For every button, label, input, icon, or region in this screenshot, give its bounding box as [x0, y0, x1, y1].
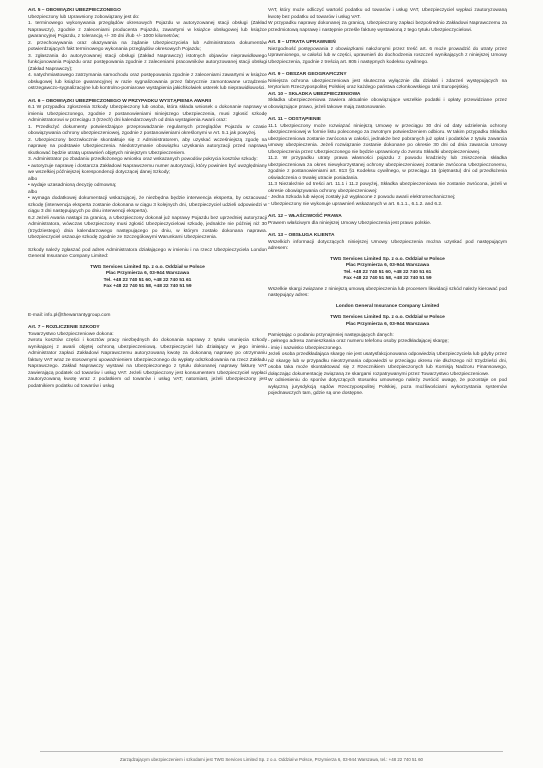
customer-service-address — [268, 257, 507, 283]
section-title-art12: Art. 12 – WŁAŚCIWOŚĆ PRAWA — [268, 214, 342, 219]
paragraph: • autoryzuje naprawę i dostarcza Zakładowi Naprawczemu numer autoryzacji, który powinien być uwzględniany we wszelkiej późniejszej korespondencji dotyczącej danej Szkody; — [28, 163, 267, 175]
paragraph: 2. przechowywania oraz okazywania na żądanie Ubezpieczyciela lub Administratora dokumentów potwierdzających fakt terminowego wykonania przeglądów okresowych Pojazdu; — [28, 40, 267, 52]
section-title-art7: Art. 7 – ROZLICZENIE SZKODY — [28, 325, 100, 331]
contact-email: E-mail: info.pl@thewarrantygroup.com — [28, 312, 111, 318]
address-line: Plac Przymierza 6, 03-944 Warszawa — [345, 263, 430, 269]
paragraph: • wymaga dodatkowej dokumentacji wskazującej, że niezbędna będzie interwencja eksperta, by oszacować szkodę (interwencja eksperta zostanie dokonana w ciągu 3 kolejnych dni, Ubezpieczyciel udzieli odpowiedzi w ciągu 3 dni następujących po dniu interwencji eksperta). — [28, 196, 267, 214]
address-phone: Tel. +48 22 740 51 60, +48 22 740 51 61 — [343, 269, 432, 275]
footer-divider — [40, 751, 503, 752]
complaints-address — [268, 304, 507, 329]
paragraph: Wszelkich informacji dotyczących niniejszej Umowy Ubezpieczenia można uzyskać pod następującym adresem: — [268, 239, 507, 251]
section-title-art5: Art. 5 – OBOWIĄZKI UBEZPIECZONEGO — [28, 8, 121, 13]
paragraph: 11.2. W przypadku utraty prawa własności pojazdu z powodu kradzieży lub zniszczenia składka ubezpieczeniowa za okres niewykorzystanej ochrony ubezpieczeniowej zostanie zwrócona Ubezpieczonemu, zgodnie z postanowieniami art. 813 §1 Kodeksu cywilnego, w przeciągu 15 (piętnastu) dni od przedłożenia oświadczenia o trwałej utracie posiadania. — [268, 156, 507, 181]
paragraph: - Ubezpieczony nie wykonuje uprawnień wskazanych w art. 6.1.1., 6.1.2. and 6.2. — [268, 201, 443, 207]
paragraph: - pełnego adresu zamieszkania oraz numeru telefonu osoby przedkładającej skargę; — [268, 339, 449, 345]
address-line: Plac Przymierza 6, 03-944 Warszawa — [105, 271, 190, 277]
page-footer: Zarządzającym ubezpieczeniem i szkodami jest TWG Services Limited Sp. z o.o. Oddział w Polsce, Przymierza 6, 03-944 Warszawa, tel.: +48 22 740 51 60 — [120, 757, 423, 762]
paragraph: • wydaje uzasadnioną decyzję odmowną; — [28, 183, 117, 188]
paragraph: W przypadku naprawy dokonanej za granicą, Ubezpieczony zapłaci bezpośrednio Zakładowi Naprawczemu za przedmiotową naprawę i następnie prześle fakturę wystawioną z tego tytułu Ubezpieczycielowi. — [268, 21, 507, 33]
left-column — [28, 8, 267, 390]
paragraph: Szkody należy zgłaszać pod adres Administratora działającego w imieniu i na rzecz Ubezpieczyciela London General Insurance Company Limited: — [28, 247, 267, 259]
paragraph: Niniejsza ochrona ubezpieczeniowa jest skuteczna wyłącznie dla działań i zdarzeń występujących na terytorium Rzeczypospolitej Polskiej oraz każdego państwa członkowskiego Unii Europejskiej. — [268, 78, 507, 90]
paragraph: albo — [28, 176, 38, 182]
paragraph: 3. zgłaszania do autoryzowanej stacji obsługi (Zakład Naprawczy) istotnych objawów nieprawidłowego funkcjonowania Pojazdu oraz postępowania zgodnie z zaleceniami pracowników autoryzowanej stacji obsługi (Zakład Naprawczy); — [28, 53, 267, 72]
section-title-art10: Art. 10 – SKŁADKA UBEZPIECZENIOWA — [268, 91, 361, 97]
paragraph: 6.2 Jeżeli Awaria nastąpi za granicą, a Ubezpieczony dokonał już naprawy Pojazdu bez uprzedniej autoryzacji Administratora, wówczas Ubezpieczony musi zgłosić Ubezpieczycielowi szkodę, jednakże nie później niż 30 (trzydziestego) dnia kalendarzowego następującego po dniu, w którym zostało dokonana naprawa. Ubezpieczyciel oszacuje szkodę zgodnie ze Szczegółowymi Warunkami Ubezpieczenia. — [28, 215, 267, 240]
section-title-art8: Art. 8 – UTRATA UPRAWNIEŃ — [268, 40, 336, 45]
paragraph: - imię i nazwisko Ubezpieczonego. — [268, 345, 343, 351]
paragraph: Towarzystwo Ubezpieczeniowe dokona: — [28, 331, 114, 337]
section-title-art9: Art. 9 – OBSZAR GEOGRAFICZNY — [268, 72, 347, 77]
paragraph: 1. Przedłożyć dokumenty potwierdzające przeprowadzanie regularnych przeglądów Pojazdu w czasie obowiązywania ochrony ubezpieczeniowej, zgodnie z postanowieniami określonymi w Art. 5.1 jak powyżej. — [28, 124, 267, 136]
address-phone: Tel. +48 22 740 51 60, +48 22 740 51 61 — [103, 277, 192, 283]
paragraph: Ubezpieczony lub Uprawniony zobowiązany jest do: — [28, 14, 140, 20]
paragraph: Niezgodność postępowania z obowiązkami nałożonymi przez treść art. 6 może prowadzić do utraty przez Uprawnionego, w całości lub w części, uprawnień do dochodzenia roszczeń wynikających z niniejszej Umowy Ubezpieczenia, zgodnie z treścią art. 805 i następnych kodeksu cywilnego. — [268, 46, 507, 65]
paragraph: W odniesieniu do sporów dotyczących stosunku umownego należy zwrócić uwagę, że pozostaje on pod wyłączną jurysdykcją sądów Rzeczypospolitej Polskiej, poza możliwościami wykorzystania systemów pojednawczych tam, gdzie są one dostępne. — [268, 378, 507, 397]
paragraph: Wszelkie skargi związane z niniejszą umową ubezpieczenia lub procesem likwidacji szkód należy kierować pod następujący adres: — [268, 286, 507, 299]
claims-address — [28, 265, 267, 291]
paragraph: 11.3 Niezależnie od treści art. 11.1 i 11.2 powyżej, Składka ubezpieczeniowa nie zostanie zwrócona, jeżeli w okresie obowiązywania ochrony ubezpieczeniowej: — [268, 182, 507, 194]
paragraph: 3. Administrator po zbadaniu przedłożonego wniosku oraz wskazanych powodów pokrycia kosztów szkody: — [28, 157, 258, 162]
paragraph: Składka ubezpieczeniowa zawiera aktualnie obowiązujące wszelkie podatki i opłaty przewidziane przez obowiązujące prawo, jeżeli takowe mają zastosowanie. — [268, 98, 507, 110]
paragraph: - Jedna Szkoda lub więcej zostały już wypłacone z powodu awarii elektromechanicznej; — [268, 195, 456, 200]
section-title-art6: Art. 6 – OBOWIĄZKI UBEZPIECZONEGO W PRZYPADKU WYSTĄPIENIA AWARII — [28, 98, 212, 104]
address-fax: Fax +48 22 740 51 58, +48 22 740 51 59 — [103, 284, 192, 290]
paragraph: 2. Ubezpieczony bezzwłocznie skontaktuje się z Administratorem, aby uzyskać wcześniejszą zgodę na naprawę na podstawie Ubezpieczenia. Niedotrzymanie obowiązku uzyskania autoryzacji przed naprawą skutkować będzie utratą uprawnień objętych niniejszym Ubezpieczeniem. — [28, 137, 267, 156]
section-title-art11: Art. 11 – ODSTĄPIENIE — [268, 117, 322, 122]
address-line: TWG Services Limited Sp. z o.o. Oddział w Polsce — [330, 315, 445, 321]
paragraph: 6.1 W przypadku zgłoszenia Szkody Ubezpieczony lub osoba, która składa wniosek o dokonanie naprawy w imieniu Ubezpieczonego, zgodnie z postanowieniami niniejszego Ubezpieczenia, musi zgłosić szkodę Administratorowi w przeciągu 3 (trzech) dni kalendarzowych od dnia wystąpienia Awarii oraz: — [28, 105, 267, 123]
address-line: Plac Przymierza 6, 03-944 Warszawa — [345, 322, 430, 328]
paragraph: Jeżeli osoba przedkładająca skargę nie jest usatysfakcjonowana odpowiedzią Ubezpieczyciela lub gdyby przez niż skargę lub w przypadku nieotrzymania odpowiedzi w przeciągu okresu nie dłuższego niż trzydzieści dni, osoba taka może skontaktować się z Rzecznikiem Ubezpieczonych lub Komisją Nadzoru Finansowego, dołączając dokumentację związaną ze skargami rozpatrywanymi przez Towarzystwo Ubezpieczeniowe. — [268, 352, 507, 377]
paragraph: zwrotu kosztów części i kosztów pracy niezbędnych do dokonania naprawy z tytułu usunięcia szkody wynikającej z awarii objętej ochroną ubezpieczeniową. Ubezpieczyciel lub działający w jego imieniu Administrator zapłaci Zakładowi Naprawczemu autoryzowaną kwotę za dokonaną naprawę po otrzymaniu faktury VAT wraz ze stosownymi upoważnieniem Ubezpieczonego do wypłaty odszkodowania na rzecz Zakładu Naprawczego. Zakład Naprawczy wystawi na Ubezpieczonego z tytułu dokonanej naprawy fakturę VAT zawierającą podatek od towarów i usług VAT. Jeżeli Ubezpieczony jest konsumentem Ubezpieczyciel wypłaci zautoryzowaną kwotę wraz z podatkiem od towarów i usług VAT; natomiast, jeżeli Ubezpieczony jest podatnikiem podatku od towarów i usług — [28, 338, 267, 389]
paragraph: VAT, który może odliczyć wartość podatku od towarów i usług VAT, Ubezpieczyciel wypłaci zautoryzowaną kwotę bez podatku od towarów i usług VAT. — [268, 8, 507, 20]
address-fax: Fax +48 22 740 51 58, +48 22 740 51 59 — [343, 276, 432, 282]
address-company: London General Insurance Company Limited — [335, 303, 440, 309]
right-column — [268, 8, 507, 398]
paragraph: Pamiętając o podaniu przynajmniej następujących danych: — [268, 332, 394, 338]
paragraph: 1. terminowego wykonywania przeglądów okresowych Pojazdu w autoryzowanej stacji obsługi (Zakład Naprawczy), zgodnie z zaleceniami producenta Pojazdu, zawartymi w książce obsługowej lub książce gwarancyjnej Pojazdu, z tolerancją +/- 30 dni i/lub +/- 1000 kilometrów; — [28, 21, 267, 39]
paragraph: Prawem właściwym dla niniejszej Umowy Ubezpieczenia jest prawo polskie. — [268, 220, 432, 226]
section-title-art13: Art. 13 – OBSŁUGA KLIENTA — [268, 233, 335, 238]
paragraph: 11.1 Ubezpieczony może rozwiązać niniejszą Umowę w przeciągu 30 dni od daty udzielenia ochrony ubezpieczeniowej w formie listu poleconego za zwrotnym potwierdzeniem odbioru. W takim przypadku Składka ubezpieczeniowa zostanie zwrócona w całości, jednakże bez pobranych już opłat i podatków z tytułu zawarcia umowy ubezpieczenia. Jeżeli rozwiązanie zostanie dokonane po okresie 30 dni od dnia zawarcia Umowy Ubezpieczenia przez Ubezpieczonego nie będzie uprawniony do zwrotu Składki ubezpieczeniowej. — [268, 123, 507, 155]
paragraph: albo — [28, 189, 38, 195]
address-line: TWG Services Limited Sp. z o.o. Oddział w Polsce — [90, 264, 205, 270]
paragraph: 4. natychmiastowego zatrzymania samochodu oraz postępowania zgodnie z zaleceniami zawartymi w książce obsługowej lub książce gwarancyjnej w razie sygnalizowania przez fabrycznie zamontowane urządzenie ostrzegawczo-sygnalizacyjne lub kontrolno-pomiarowe wystąpienia jakichkolwiek usterek lub nieprawidłowości. — [28, 73, 267, 91]
address-line: TWG Services Limited Sp. z o.o. Oddział w Polsce — [330, 256, 445, 262]
